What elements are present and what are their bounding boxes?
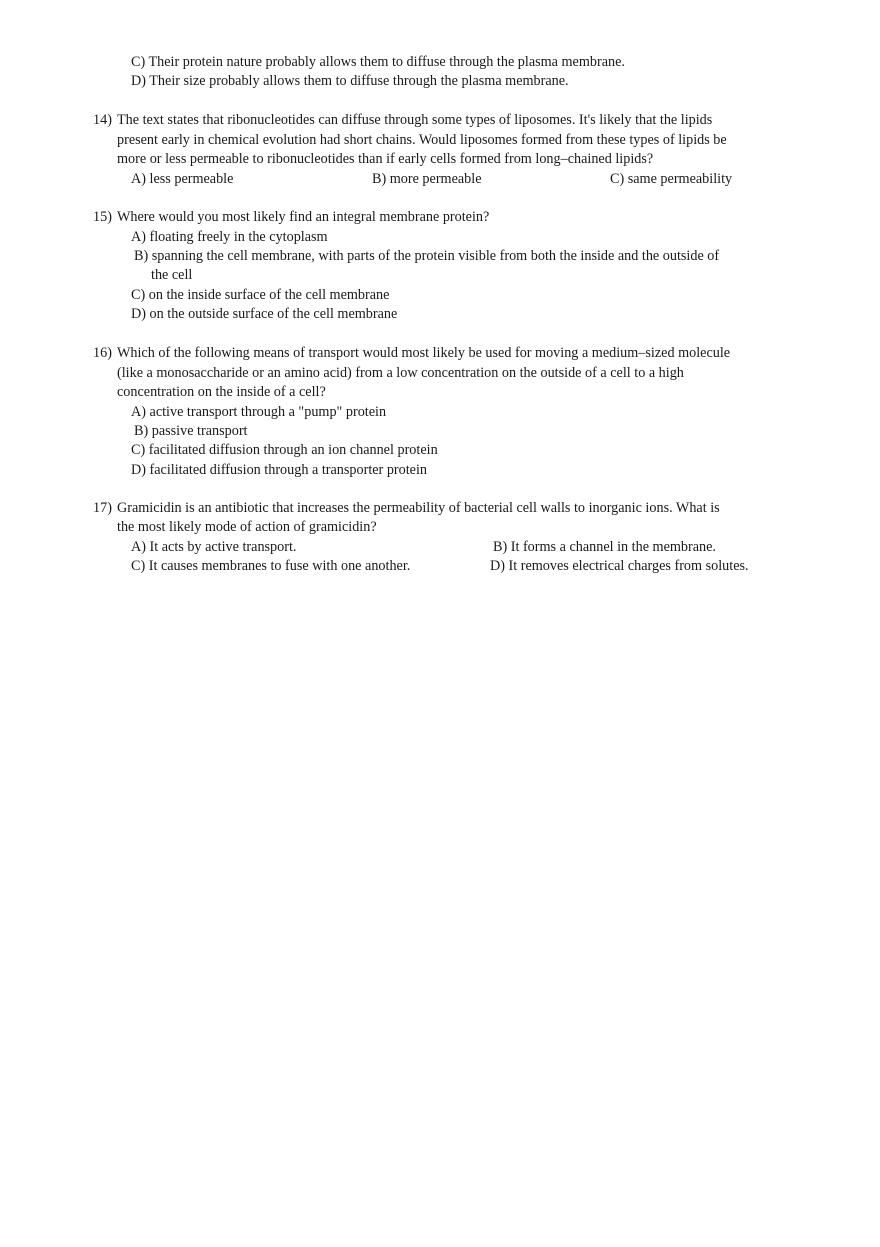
question-14-option-c: C) same permeability	[610, 171, 733, 187]
question-17-number: 17)	[93, 500, 112, 516]
question-17-text-line: Gramicidin is an antibiotic that increases the permeability of bacterial cell walls to inorganic ions. What is	[117, 500, 720, 516]
question-14-number: 14)	[93, 112, 112, 128]
question-16-text-line: Which of the following means of transport would most likely be used for moving a medium–sized molecule	[117, 345, 731, 361]
question-16-text-line: concentration on the inside of a cell?	[117, 384, 326, 400]
question-14-option-b: B) more permeable	[372, 171, 482, 187]
question-17-option-d: D) It removes electrical charges from solutes.	[490, 558, 749, 574]
question-15-option-b: B) spanning the cell membrane, with parts of the protein visible from both the inside and the outside of	[134, 248, 720, 264]
question-16-option-b: B) passive transport	[134, 423, 248, 439]
question-15-number: 15)	[93, 209, 112, 225]
question-15-text-line: Where would you most likely find an integral membrane protein?	[117, 209, 490, 225]
question-14-text-line: more or less permeable to ribonucleotides than if early cells formed from long–chained lipids?	[117, 151, 654, 167]
answer-option-d: D) Their size probably allows them to diffuse through the plasma membrane.	[131, 73, 569, 89]
question-17-option-c: C) It causes membranes to fuse with one another.	[131, 558, 411, 574]
question-15-option-a: A) floating freely in the cytoplasm	[131, 229, 328, 245]
answer-option-c: C) Their protein nature probably allows them to diffuse through the plasma membrane.	[131, 54, 625, 70]
question-15-option-d: D) on the outside surface of the cell membrane	[131, 306, 398, 322]
question-15-option-b-continued: the cell	[151, 267, 193, 283]
question-17-option-a: A) It acts by active transport.	[131, 539, 297, 555]
question-14-option-a: A) less permeable	[131, 171, 234, 187]
question-17-option-b: B) It forms a channel in the membrane.	[493, 539, 716, 555]
question-17-text-line: the most likely mode of action of gramicidin?	[117, 519, 377, 535]
question-16-option-a: A) active transport through a "pump" protein	[131, 404, 387, 420]
question-16-option-d: D) facilitated diffusion through a transporter protein	[131, 462, 428, 478]
question-16-number: 16)	[93, 345, 112, 361]
question-16-text-line: (like a monosaccharide or an amino acid) from a low concentration on the outside of a cell to a high	[117, 365, 684, 381]
question-14-text-line: present early in chemical evolution had short chains. Would liposomes formed from these types of lipids be	[117, 132, 727, 148]
question-15-option-c: C) on the inside surface of the cell membrane	[131, 287, 390, 303]
question-16-option-c: C) facilitated diffusion through an ion channel protein	[131, 442, 438, 458]
question-14-text-line: The text states that ribonucleotides can diffuse through some types of liposomes. It's likely that the lipids	[117, 112, 713, 128]
